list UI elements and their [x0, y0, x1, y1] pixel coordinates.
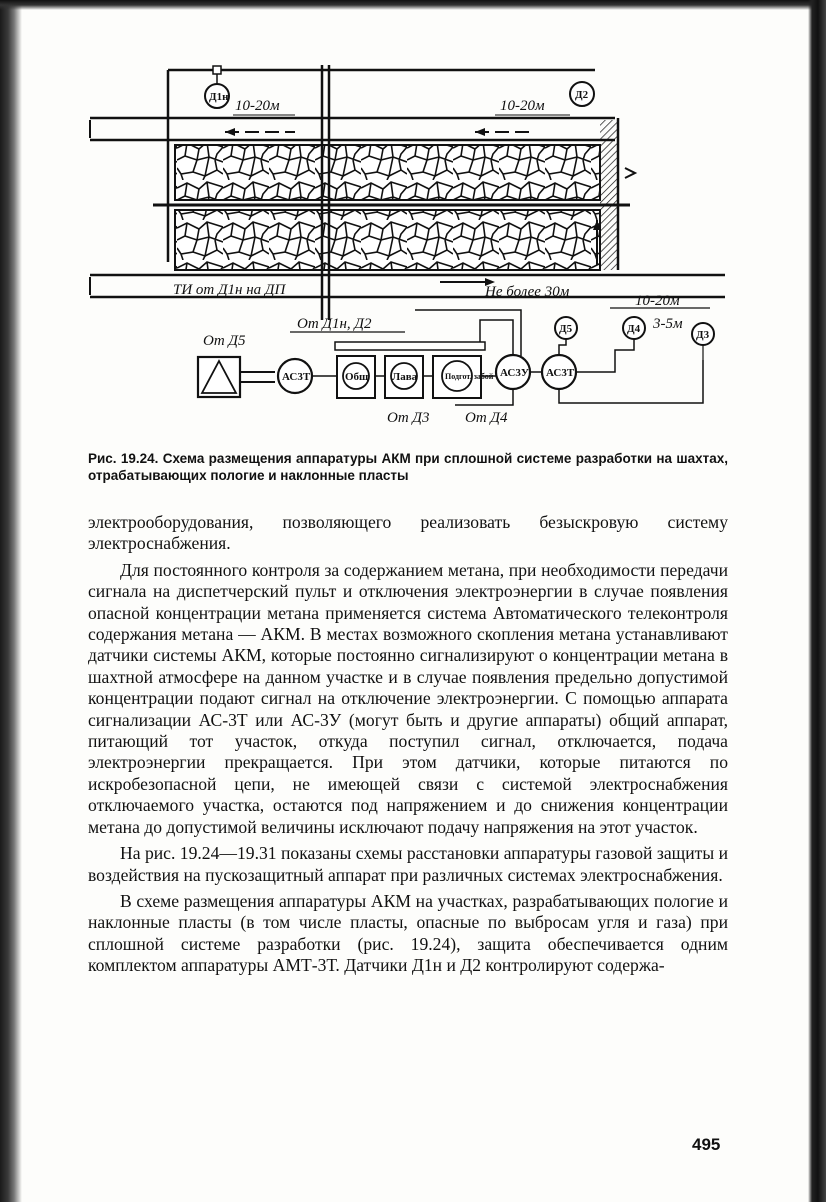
right-edge-shadow — [808, 0, 826, 1202]
obsh-label: Общ — [345, 371, 369, 383]
d3-label: Д3 — [696, 329, 710, 341]
ti-line-label: ТИ от Д1н на ДП — [173, 282, 286, 298]
d2-label: Д2 — [575, 89, 589, 101]
paragraph-3: На рис. 19.24—19.31 показаны схемы расстановки аппаратуры газовой защиты и воздействия на пускозащитный аппарат при различных системах электроснабжения. — [88, 843, 728, 885]
as3t-right-label: АС3Т — [546, 367, 575, 379]
body-text — [88, 512, 728, 977]
ot-d4-label: От Д4 — [465, 410, 508, 426]
ot-d3-label: От Д3 — [387, 410, 430, 426]
dist-small-label: 3-5м — [653, 316, 683, 332]
paragraph-4: В схеме размещения аппаратуры АКМ на участках, разрабатывающих пологие и наклонные пласты (в том числе пласты, опасные по выбросам угля и газа) при сплошной системе разработки (рис. 19.24), защита обеспечивается одним комплектом аппаратуры АМТ-3Т. Датчики Д1н и Д2 контролируют содержа- — [88, 890, 728, 976]
dist-right-label: 10-20м — [500, 98, 545, 114]
top-edge-shadow — [0, 0, 826, 10]
as3u-label: АС3У — [500, 367, 529, 379]
lava-label: Лава — [392, 371, 418, 383]
page-number: 495 — [692, 1135, 721, 1154]
not-more-label: Не более 30м — [485, 284, 570, 300]
dist-bottom-label: 10-20м — [635, 293, 680, 309]
paragraph-2: Для постоянного контроля за содержанием метана, при необходимости передачи сигнала на диспетчерский пульт и отключения электроэнергии в случае появления опасной концентрации метана применяется система Автоматического телеконтроля содержания метана — АКМ. В местах возможного скопления метана устанавливают датчики системы АКМ, которые постоянно сигнализируют о концентрации метана в шахтной атмосфере на данном участке и в случае появления предельно допустимой концентрации подают сигнал на отключение электроэнергии. С помощью аппарата сигнализации АС-3Т или АС-3У (могут быть и другие аппараты) общий аппарат, питающий тот участок, откуда поступил сигнал, отключается, подача электроэнергии прекращается. При этом датчики, которые питаются по искробезопасной цепи, не имеющей связи с системой электроснабжения отключаемого участка, остаются под напряжением и до снижения концентрации метана до допустимой величины исключают подачу напряжения на этот участок. — [88, 559, 728, 837]
mine-scheme-diagram — [85, 60, 725, 430]
ot-d5-label: От Д5 — [203, 333, 246, 349]
dist-left-label: 10-20м — [235, 98, 280, 114]
ot-d1n-d2-label: От Д1н, Д2 — [297, 316, 372, 332]
paragraph-1: электрооборудования, позволяющего реализовать безыскровую систему электроснабжения. — [88, 512, 728, 554]
figure-caption: Рис. 19.24. Схема размещения аппаратуры АКМ при сплошной системе разработки на шахтах, отрабатывающих пологие и наклонные пласты — [88, 451, 728, 483]
figure-19-24 — [85, 60, 725, 430]
d1n-label: Д1н — [209, 91, 229, 103]
podgot-label: Подгот. забой — [445, 372, 494, 381]
d5-label: Д5 — [559, 323, 573, 335]
as3t-left-label: АС3Т — [282, 371, 311, 383]
binding-edge-shadow — [0, 0, 22, 1202]
d4-label: Д4 — [627, 323, 641, 335]
